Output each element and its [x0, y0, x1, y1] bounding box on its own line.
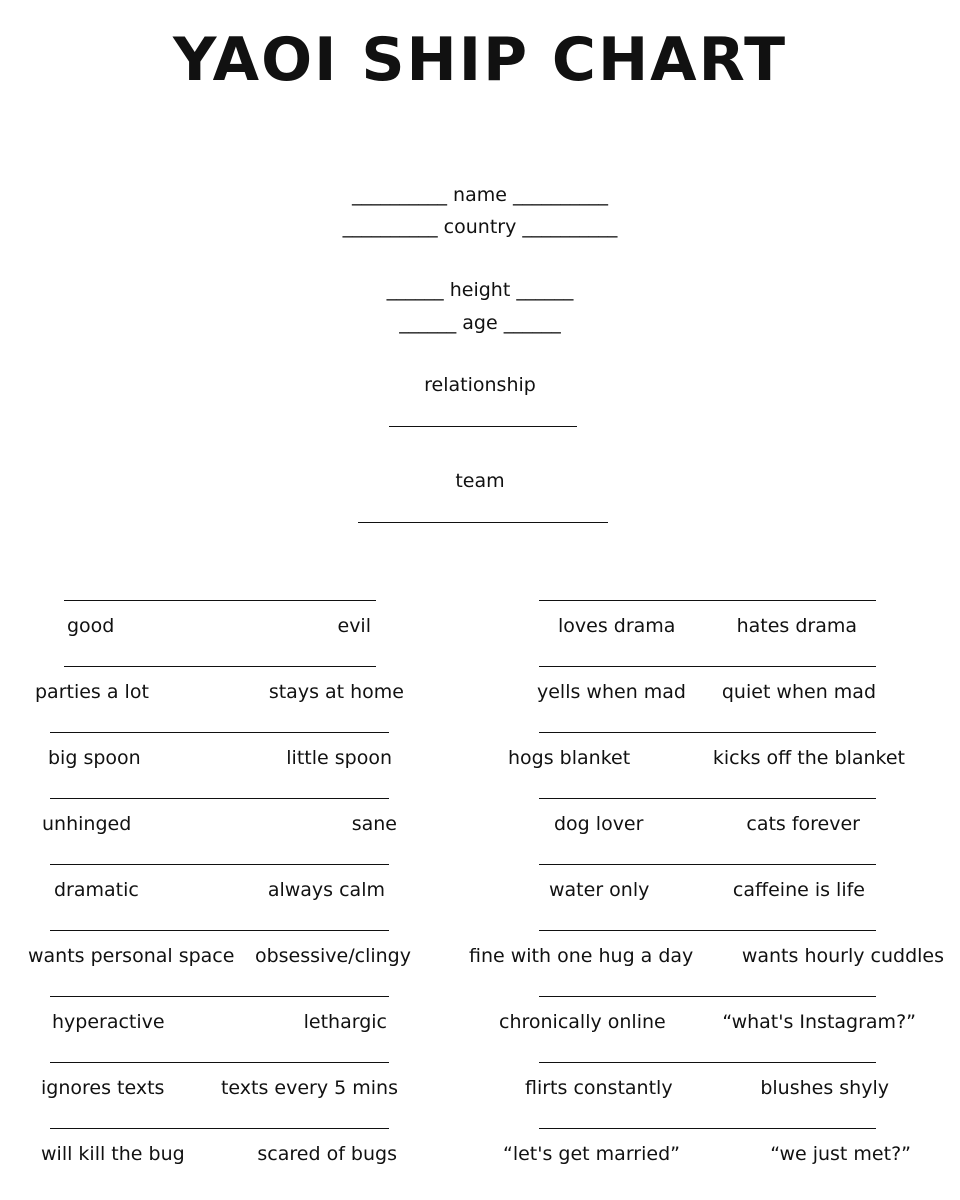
left-scale-left-label: parties a lot	[35, 681, 149, 703]
left-scale-line	[50, 996, 389, 997]
page-title: YAOI SHIP CHART	[172, 25, 788, 95]
right-scale-left-label: “let's get married”	[503, 1143, 680, 1165]
right-scale-left-label: flirts constantly	[525, 1077, 673, 1099]
left-scale-line	[50, 1062, 389, 1063]
left-scale-left-label: dramatic	[54, 879, 139, 901]
right-scale-line	[539, 996, 876, 997]
right-scale-right-label: quiet when mad	[721, 681, 876, 703]
right-scale-left-label: dog lover	[554, 813, 644, 835]
right-scale-line	[539, 1128, 876, 1129]
left-scale-line	[50, 732, 389, 733]
left-scale-left-label: wants personal space	[28, 945, 235, 967]
age-field: ______ age ______	[399, 312, 561, 334]
left-scale-right-label: obsessive/clingy	[254, 945, 411, 967]
right-scale-right-label: caffeine is life	[732, 879, 865, 901]
relationship-blank-line	[389, 426, 577, 427]
right-scale-line	[539, 930, 876, 931]
left-scale-right-label: evil	[337, 615, 371, 637]
left-scale-line	[50, 798, 389, 799]
right-scale-right-label: cats forever	[746, 813, 860, 835]
right-scale-right-label: hates drama	[736, 615, 857, 637]
right-scale-left-label: loves drama	[558, 615, 676, 637]
right-scale-right-label: blushes shyly	[760, 1077, 889, 1099]
left-scale-right-label: texts every 5 mins	[220, 1077, 398, 1099]
right-scale-line	[539, 798, 876, 799]
left-scale-right-label: little spoon	[286, 747, 392, 769]
country-field: __________ country __________	[342, 216, 618, 238]
right-scale-line	[539, 1062, 876, 1063]
right-scale-line	[539, 864, 876, 865]
left-scale-line	[50, 864, 389, 865]
right-scale-left-label: chronically online	[499, 1011, 666, 1033]
right-scale-right-label: “what's Instagram?”	[722, 1011, 916, 1033]
left-scale-right-label: stays at home	[268, 681, 404, 703]
right-scale-line	[539, 600, 876, 601]
right-scale-line	[539, 732, 876, 733]
left-scale-right-label: scared of bugs	[257, 1143, 397, 1165]
name-field: __________ name __________	[352, 184, 608, 206]
right-scale-left-label: hogs blanket	[508, 747, 631, 769]
left-scale-left-label: hyperactive	[52, 1011, 165, 1033]
right-scale-left-label: yells when mad	[537, 681, 686, 703]
left-scale-left-label: big spoon	[48, 747, 141, 769]
left-scale-left-label: ignores texts	[41, 1077, 165, 1099]
left-scale-right-label: lethargic	[303, 1011, 387, 1033]
right-scale-right-label: “we just met?”	[770, 1143, 911, 1165]
left-scale-right-label: sane	[351, 813, 397, 835]
left-scale-line	[50, 1128, 389, 1129]
left-scale-line	[64, 600, 376, 601]
right-scale-right-label: kicks off the blanket	[712, 747, 905, 769]
left-scale-left-label: will kill the bug	[41, 1143, 185, 1165]
left-scale-line	[64, 666, 376, 667]
height-field: ______ height ______	[386, 279, 574, 301]
left-scale-left-label: unhinged	[42, 813, 132, 835]
left-scale-right-label: always calm	[267, 879, 385, 901]
team-blank-line	[358, 522, 608, 523]
right-scale-right-label: wants hourly cuddles	[741, 945, 944, 967]
left-scale-left-label: good	[67, 615, 115, 637]
right-scale-left-label: water only	[549, 879, 650, 901]
relationship-label: relationship	[424, 374, 536, 396]
right-scale-left-label: fine with one hug a day	[469, 945, 694, 967]
team-label: team	[455, 470, 505, 492]
right-scale-line	[539, 666, 876, 667]
left-scale-line	[50, 930, 389, 931]
